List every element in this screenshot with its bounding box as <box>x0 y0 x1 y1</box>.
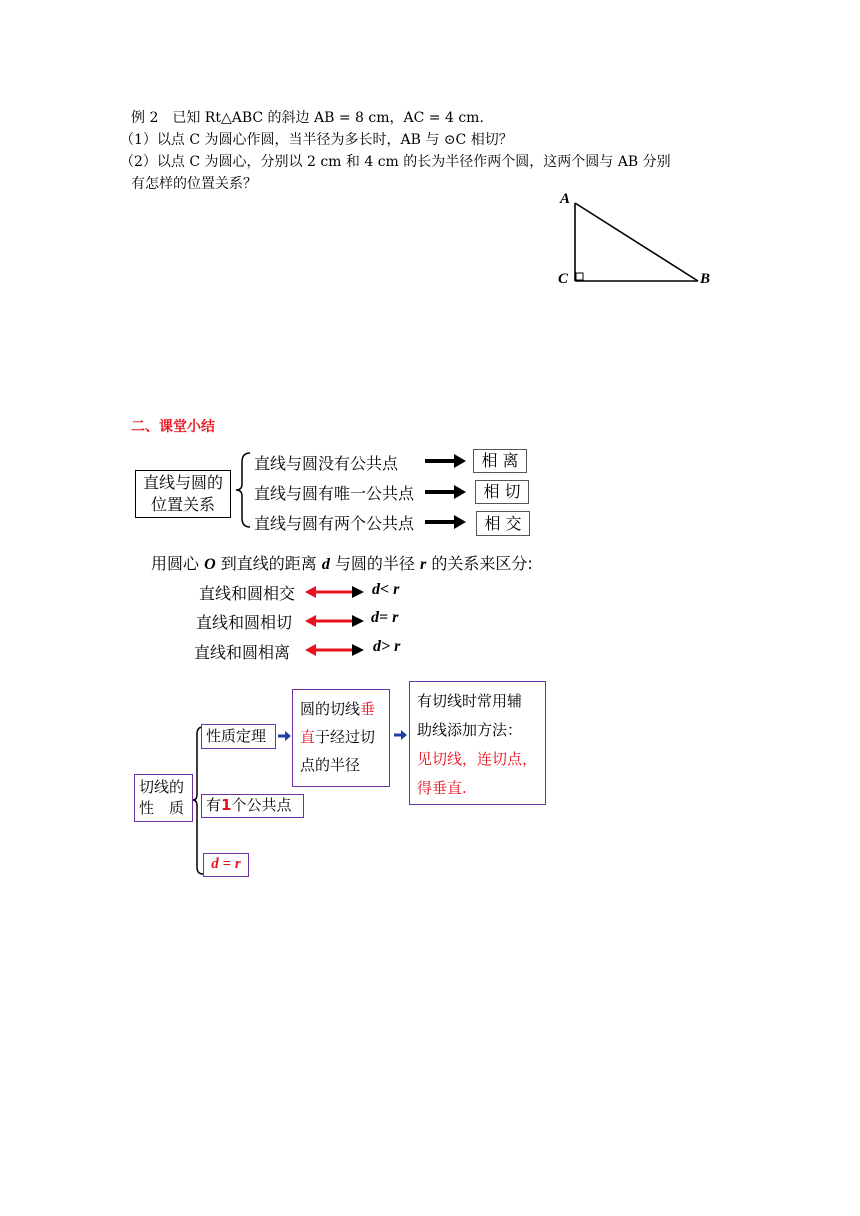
relation-root-line1: 直线与圆的 <box>142 473 223 492</box>
theorem-detail-p4: 于经过切 <box>315 728 376 746</box>
distance-intro-o: O <box>204 556 216 573</box>
one-point-num: 1 <box>221 796 232 814</box>
one-point-post: 个公共点 <box>231 796 292 814</box>
distance-rel-intersect: d< r <box>372 581 400 598</box>
distance-intro-mid2: 与圆的半径 <box>329 554 421 573</box>
arrow-right-icon <box>394 730 407 740</box>
tangent-root-line2: 性 质 <box>139 799 185 817</box>
section-title: 二、课堂小结 <box>131 419 215 435</box>
double-arrow-icon <box>305 615 364 627</box>
arrow-right-icon <box>278 731 291 741</box>
distance-rel-separate: d> r <box>373 638 401 655</box>
distance-label-tangent: 直线和圆相切 <box>196 613 293 632</box>
aux-arrow <box>393 728 409 742</box>
aux-line3: 见切线，连切点， <box>417 750 538 768</box>
theorem-detail-p2: 垂 <box>360 700 376 718</box>
theorem-arrow <box>277 729 293 743</box>
relation-brace <box>234 450 254 530</box>
distance-intro <box>151 551 533 574</box>
double-arrow-icon <box>305 644 364 656</box>
theorem-detail-line2 <box>300 723 389 751</box>
theorem-detail-line1 <box>300 695 389 723</box>
tangent-root-line1: 切线的 <box>139 778 185 796</box>
relation-root-box <box>135 470 231 518</box>
result-box-tangent: 相 切 <box>475 480 529 504</box>
d-equals-r-box: d = r <box>203 853 249 877</box>
vertex-b-label: B <box>700 271 711 287</box>
example-question-1: （1）以点 C 为圆心作圆，当半径为多长时，AB 与 ⊙C 相切？ <box>120 132 513 148</box>
example-line1: 例 2 已知 Rt△ABC 的斜边 AB = 8 cm，AC = 4 cm. <box>131 110 484 126</box>
theorem-detail-p3: 直 <box>300 728 316 746</box>
distance-intro-pre: 用圆心 <box>151 554 205 573</box>
triangle-figure <box>550 185 730 295</box>
theorem-detail-line3: 点的半径 <box>300 756 361 774</box>
distance-intro-post: 的关系来区分: <box>426 554 533 573</box>
distance-intro-r: r <box>420 556 427 573</box>
theorem-detail-box <box>292 689 390 787</box>
vertex-a-label: A <box>560 191 571 207</box>
vertex-c-label: C <box>558 271 569 287</box>
relation-arrows <box>420 450 470 540</box>
arrow-right-icon <box>425 515 466 529</box>
theorem-box: 性质定理 <box>201 724 276 749</box>
one-point-box <box>201 794 304 818</box>
relation-root-line2: 位置关系 <box>150 495 215 514</box>
relation-text-3: 直线与圆有两个公共点 <box>254 514 415 533</box>
result-box-intersect: 相 交 <box>476 511 530 536</box>
aux-line2: 助线添加方法： <box>417 721 523 739</box>
distance-intro-d: d <box>321 556 330 573</box>
example-question-2: （2）以点 C 为圆心，分别以 2 cm 和 4 cm 的长为半径作两个圆，这两个圆与 AB 分别 <box>120 154 671 170</box>
arrow-right-icon <box>425 454 466 468</box>
distance-intro-mid1: 到直线的距离 <box>215 554 322 573</box>
relation-text-2: 直线与圆有唯一公共点 <box>254 484 415 503</box>
distance-label-separate: 直线和圆相离 <box>194 643 291 662</box>
one-point-pre: 有 <box>206 796 222 814</box>
distance-rel-tangent: d= r <box>371 609 399 626</box>
theorem-detail-p1: 圆的切线 <box>300 700 361 718</box>
double-arrows <box>302 582 372 662</box>
relation-text-1: 直线与圆没有公共点 <box>254 454 399 473</box>
aux-line4: 得垂直. <box>417 779 467 797</box>
example-question-2-cont: 有怎样的位置关系？ <box>131 176 257 192</box>
aux-line1: 有切线时常用辅 <box>417 692 523 710</box>
distance-label-intersect: 直线和圆相交 <box>199 584 296 603</box>
double-arrow-icon <box>305 586 364 598</box>
tangent-root-box <box>134 774 193 822</box>
arrow-right-icon <box>425 485 466 499</box>
aux-method-box <box>409 681 546 805</box>
result-box-separate: 相 离 <box>473 449 527 473</box>
